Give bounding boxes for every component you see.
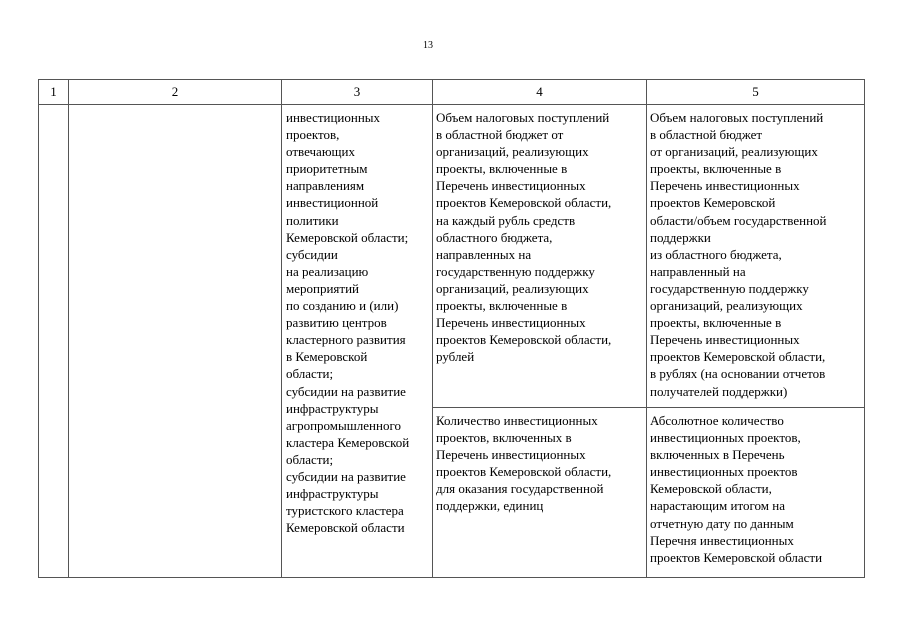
- cell-col5-row2: [647, 408, 865, 578]
- header-cell-4: 4: [433, 80, 647, 105]
- header-cell-1: 1: [39, 80, 69, 105]
- header-cell-3: 3: [282, 80, 433, 105]
- header-cell-5: 5: [647, 80, 865, 105]
- indicators-table: [38, 79, 865, 578]
- header-cell-2: 2: [69, 80, 282, 105]
- indicator-1-method: Объем налоговых поступлений в областной бюджет от организаций, реализующих проекты, включенные в Перечень инвестиционных проектов Кемеровской области/объем государственной поддержки из областного бюджета, направленный на государственную поддержку организаций, реализующих проекты, включенные в Перечень инвестиционных проектов Кемеровской области, в рублях (на основании отчетов получателей поддержки): [650, 110, 827, 399]
- table-header-row: [39, 80, 865, 105]
- indicator-2-name: Количество инвестиционных проектов, включенных в Перечень инвестиционных проектов Кемеровской области, для оказания государственной поддержки, единиц: [436, 413, 612, 514]
- cell-col5-row1: [647, 105, 865, 408]
- table-row: [39, 105, 865, 408]
- page-number: 13: [423, 40, 433, 51]
- indicator-1-name: Объем налоговых поступлений в областной бюджет от организаций, реализующих проекты, включенные в Перечень инвестиционных проектов Кемеровской области, на каждый рубль средств областного бюджета, направленных на государственную поддержку организаций, реализующих проекты, включенные в Перечень инвестиционных проектов Кемеровской области, рублей: [436, 110, 612, 365]
- cell-col4-row2: [433, 408, 647, 578]
- cell-col1: [39, 105, 69, 578]
- cell-col3: [282, 105, 433, 578]
- cell-col2: [69, 105, 282, 578]
- cell-col4-row1: [433, 105, 647, 408]
- col3-text: инвестиционных проектов, отвечающих приоритетным направлениям инвестиционной политики Кемеровской области; субсидии на реализацию мероприятий по созданию и (или) развитию центров кластерного развития в Кемеровской области; субсидии на развитие инфраструктуры агропромышленного кластера Кемеровской области; субсидии на развитие инфраструктуры туристского кластера Кемеровской области: [286, 110, 410, 536]
- indicator-2-method: Абсолютное количество инвестиционных проектов, включенных в Перечень инвестиционных проектов Кемеровской области, нарастающим итогом на отчетную дату по данным Перечня инвестиционных проектов Кемеровской области: [650, 413, 823, 565]
